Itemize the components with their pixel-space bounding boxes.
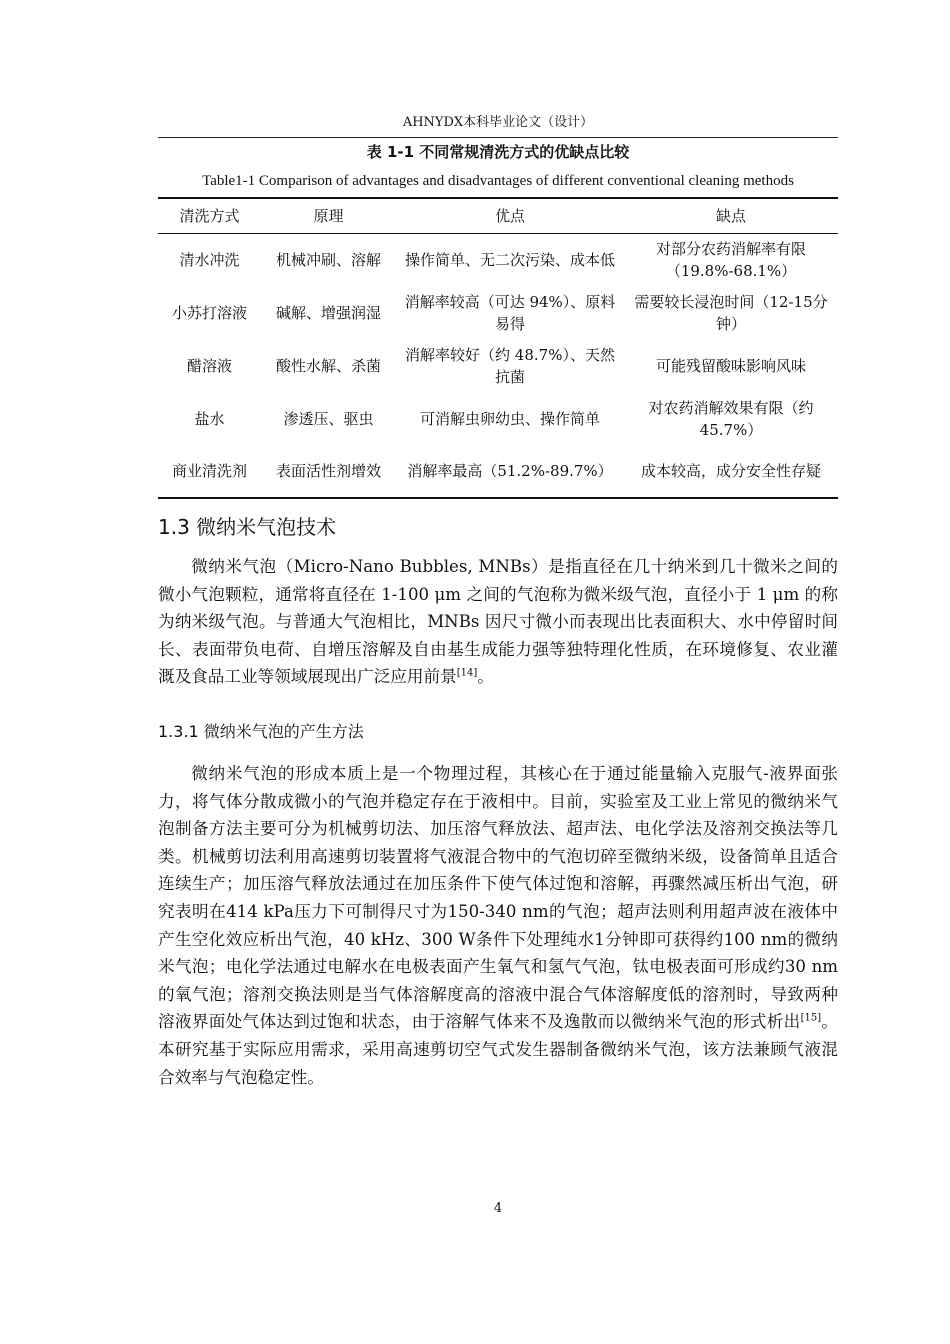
table-row bbox=[158, 339, 838, 392]
body-paragraph bbox=[158, 553, 838, 691]
table-cell: 机械冲刷、溶解 bbox=[275, 250, 381, 269]
paragraph-text: 微纳米气泡的形成本质上是一个物理过程，其核心在于通过能量输入克服气-液界面张力，将气体分散成微小的气泡并稳定存在于液相中。目前，实验室及工业上常见的微纳米气泡制备方法主要可分为机械剪切法、加压溶气释放法、超声法、电化学法及溶剂交换法等几类。机械剪切法利用高速剪切装置将气液混合物中的气泡切碎至微纳米级，设备简单且适合连续生产；加压溶气释放法通过在加压条件下使气体过饱和溶解，再骤然减压析出气泡，研究表明在414 kPa压力下可制得尺寸为150-340 nm的气泡；超声法则利用超声波在液体中产生空化效应析出气泡，40 kHz、300 W条件下处理纯水1分钟即可获得约100 nm的微纳米气泡；电化学法通过电解水在电极表面产生氧气和氢气气泡，钛电极表面可形成约30 nm的氧气泡；溶剂交换法则是当气体溶解度高的溶液中混合气体溶解度低的溶剂时，导致两种溶液界面处气体达到过饱和状态，由于溶解气体来不及逸散而以微纳米气泡的形式析出 bbox=[158, 764, 838, 1032]
table-header-row bbox=[158, 198, 838, 233]
table-cell: 消解率最高（51.2%-89.7%） bbox=[396, 445, 624, 498]
column-header: 缺点 bbox=[624, 198, 838, 233]
header-rule bbox=[158, 137, 838, 138]
paragraph-text: 微纳米气泡（Micro-Nano Bubbles, MNBs）是指直径在几十纳米到几十微米之间的微小气泡颗粒，通常将直径在 1-100 μm 之间的气泡称为微米级气泡，直径小于 1 μm 的称为纳米级气泡。与普通大气泡相比，MNBs 因尺寸微小而表现出比表面积大、水中停留时间长、表面带负电荷、自增压溶解及自由基生成能力强等独特理化性质，在环境修复、农业灌溉及食品工业等领域展现出广泛应用前景 bbox=[158, 557, 838, 687]
table-cell: 操作简单、无二次污染、成本低 bbox=[404, 250, 615, 269]
page-number: 4 bbox=[493, 1201, 503, 1216]
citation-ref: [14] bbox=[456, 667, 478, 679]
paragraph-end: 。 bbox=[477, 667, 494, 687]
table-cell: 醋溶液 bbox=[186, 356, 232, 375]
column-header: 原理 bbox=[261, 198, 396, 233]
table-caption-en: Table1-1 Comparison of advantages and disadvantages of different conventional cleaning methods bbox=[202, 173, 794, 189]
subsection-heading: 1.3.1 微纳米气泡的产生方法 bbox=[158, 722, 364, 741]
table-cell: 可消解虫卵幼虫、操作简单 bbox=[419, 409, 600, 428]
column-header: 清洗方式 bbox=[158, 198, 261, 233]
citation-ref: [15] bbox=[800, 1012, 822, 1024]
column-header: 优点 bbox=[396, 198, 624, 233]
table-cell: 消解率较好（约 48.7%）、天然抗菌 bbox=[405, 345, 615, 386]
table-cell: 渗透压、驱虫 bbox=[283, 409, 374, 428]
table-cell: 清水冲洗 bbox=[179, 250, 240, 269]
table-row bbox=[158, 445, 838, 498]
paragraph-end: 。本研究基于实际应用需求，采用高速剪切空气式发生器制备微纳米气泡，该方法兼顾气液混合效率与气泡稳定性。 bbox=[158, 1012, 839, 1087]
table-cell: 消解率较高（可达 94%）、原料易得 bbox=[404, 292, 616, 333]
section-heading: 1.3 微纳米气泡技术 bbox=[158, 515, 337, 539]
table-cell: 碱解、增强润湿 bbox=[275, 303, 381, 322]
table-cell: 酸性水解、杀菌 bbox=[275, 356, 381, 375]
table-cell: 需要较长浸泡时间（12-15分钟） bbox=[634, 292, 828, 333]
table-row bbox=[158, 233, 838, 286]
table-cell: 表面活性剂增效 bbox=[261, 445, 396, 498]
table-cell: 对农药消解效果有限（约 45.7%） bbox=[648, 398, 814, 439]
table-cell: 商业清洗剂 bbox=[158, 445, 261, 498]
table-cell: 小苏打溶液 bbox=[171, 303, 247, 322]
comparison-table bbox=[158, 197, 838, 499]
running-header: AHNYDX本科毕业论文（设计） bbox=[402, 115, 594, 130]
table-cell: 盐水 bbox=[194, 409, 225, 428]
table-cell: 对部分农药消解率有限（19.8%-68.1%） bbox=[655, 239, 806, 280]
body-paragraph bbox=[158, 760, 838, 1091]
table-caption-cn: 表 1-1 不同常规清洗方式的优缺点比较 bbox=[366, 143, 630, 161]
table-cell: 可能残留酸味影响风味 bbox=[655, 356, 806, 375]
table-row bbox=[158, 392, 838, 445]
table-cell: 成本较高，成分安全性存疑 bbox=[624, 445, 838, 498]
table-row bbox=[158, 286, 838, 339]
